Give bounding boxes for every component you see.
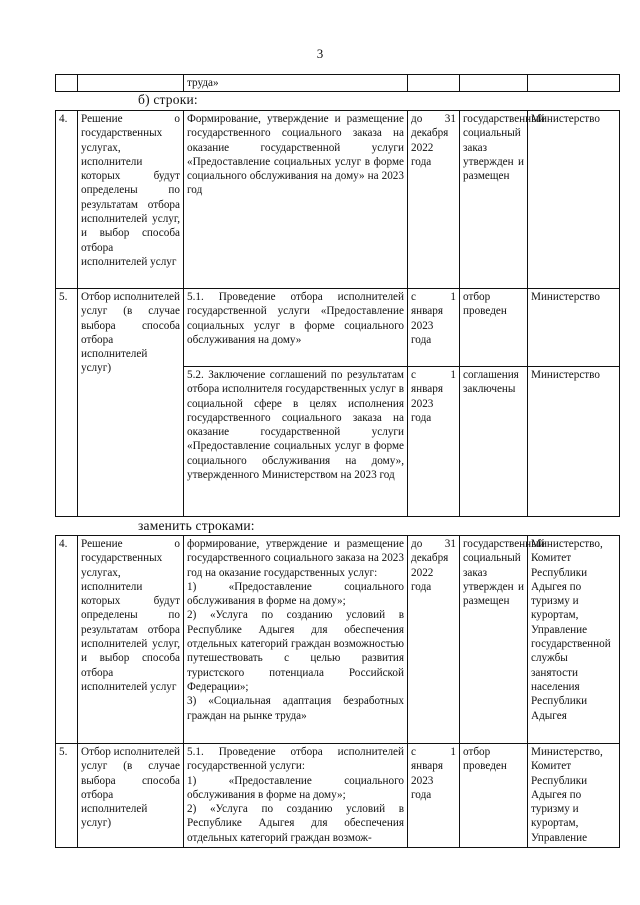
table-cell <box>460 75 528 92</box>
table-cell: Министерство, Комитет Республики Адыгея по туризму и курортам, Управление <box>528 744 620 848</box>
table-row <box>56 75 620 92</box>
table-cell: до 31 декабря 2022 года <box>408 536 460 744</box>
table-cell: до 31 декабря 2022 года <box>408 111 460 289</box>
cell-paragraph: 5.1. Проведение отбора исполнителей государственной услуги: <box>187 746 404 773</box>
cell-paragraph: формирование, утверждение и размещение государственного социального заказа на 2023 год на оказание государственных услуг: <box>187 538 404 579</box>
cell-list-item: 1) «Предоставление социального обслуживания в форме на дому»; <box>187 580 404 608</box>
table-row <box>56 289 620 367</box>
table-cell <box>528 75 620 92</box>
section-heading-replace: заменить строками: <box>138 518 255 533</box>
cell-list-item: 2) «Услуга по созданию условий в Республике Адыгея для обеспечения отдельных категорий граждан возмож- <box>187 803 404 844</box>
table-cell: Отбор исполнителей услуг (в случае выбора способа отбора исполнителей услуг) <box>78 289 184 517</box>
table-cell: труда» <box>184 75 408 92</box>
table-cell: Решение о государственных услугах, исполнители которых будут определены по результатам отбора исполнителей услуг, и выбор способа отбора исполнителей услуг <box>78 536 184 744</box>
row-number: 5. <box>56 744 78 848</box>
table-cell <box>184 536 408 744</box>
table-cell: с 1 января 2023 года <box>408 367 460 517</box>
table-row <box>56 111 620 289</box>
table-cell: Отбор исполнителей услуг (в случае выбора способа отбора исполнителей услуг) <box>78 744 184 848</box>
table-cell: Министерство <box>528 111 620 289</box>
cell-list-item: 3) «Социальная адаптация безработных граждан на рынке труда» <box>187 695 404 722</box>
table-cell: Министерство, Комитет Республики Адыгея по туризму и курортам, Управление государственной службы занятости населения Республики Адыгея <box>528 536 620 744</box>
table-cell: с 1 января 2023 года <box>408 744 460 848</box>
table-cell: Решение о государственных услугах, исполнители которых будут определены по результатам отбора исполнителей услуг, и выбор способа отбора исполнителей услуг <box>78 111 184 289</box>
old-rows-table <box>55 110 620 517</box>
table-cell: государственный социальный заказ утвержден и размещен <box>460 111 528 289</box>
new-rows-table <box>55 535 620 848</box>
table-cell <box>184 744 408 848</box>
table-cell: отбор проведен <box>460 744 528 848</box>
cell-list-item: 1) «Предоставление социального обслуживания в форме на дому»; <box>187 774 404 801</box>
row-number: 4. <box>56 536 78 744</box>
table-row <box>56 536 620 744</box>
table-cell: соглашения заключены <box>460 367 528 517</box>
table-cell: Министерство <box>528 367 620 517</box>
table-cell: 5.2. Заключение соглашений по результатам отбора исполнителя государственных услуг в социальной сфере в целях исполнения государственного социального заказа на оказание государственной услуги «Предоставление социальных услуг в форме социального обслуживания на дому», утвержденного Министерством на 2023 год <box>184 367 408 517</box>
table-cell: Формирование, утверждение и размещение государственного социального заказа на оказание государственной услуги «Предоставление социальных услуг в форме социального обслуживания на дому» на 2023 год <box>184 111 408 289</box>
section-heading-rows: б) строки: <box>138 92 198 107</box>
table-cell: Министерство <box>528 289 620 367</box>
table-cell: государственный социальный заказ утвержден и размещен <box>460 536 528 744</box>
table-cell <box>56 75 78 92</box>
row-number: 5. <box>56 289 78 517</box>
table-cell: с 1 января 2023 года <box>408 289 460 367</box>
row-number: 4. <box>56 111 78 289</box>
page-number: 3 <box>316 46 324 61</box>
table-cell <box>408 75 460 92</box>
table-cell <box>78 75 184 92</box>
cell-list-item: 2) «Услуга по созданию условий в Республике Адыгея для обеспечения отдельных категорий граждан возможностью путешествовать с целью развития туристского потенциала Российской Федерации»; <box>187 609 404 693</box>
table-row <box>56 744 620 848</box>
table-cell: отбор проведен <box>460 289 528 367</box>
top-continuation-table <box>55 74 620 92</box>
table-cell: 5.1. Проведение отбора исполнителей государственной услуги «Предоставление социальных услуг в форме социального обслуживания на дому» <box>184 289 408 367</box>
